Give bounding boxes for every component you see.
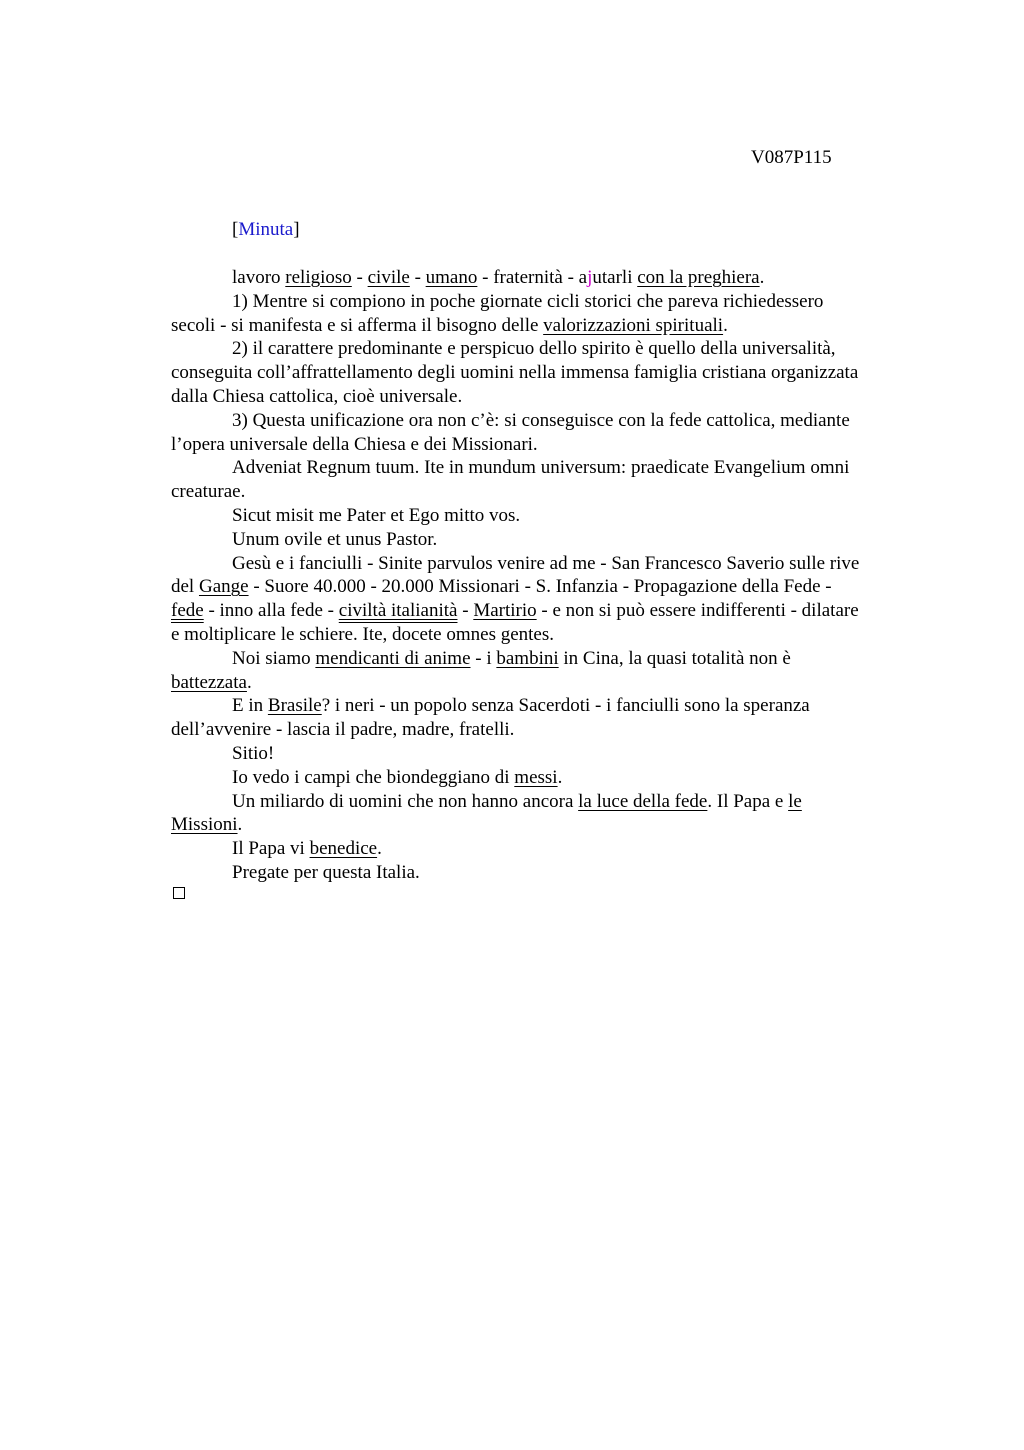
paragraph-9	[171, 647, 931, 695]
paragraph-15: Pregate per questa Italia.	[232, 861, 420, 883]
text-span: -	[351, 267, 368, 288]
text-span: - Suore 40.000 - 20.000 Missionari - S. Infanzia - Propagazione della Fede -	[248, 576, 832, 598]
text-span: - i	[470, 647, 497, 669]
paragraph-10	[171, 694, 931, 742]
minuta-label: Minuta	[238, 219, 294, 240]
end-square-icon	[173, 887, 185, 899]
paragraph-4	[171, 409, 931, 457]
text-line: Gesù e i fanciulli - Sinite parvulos venire ad me - San Francesco Saverio sulle rive	[232, 552, 860, 574]
text-span: secoli - si manifesta e si afferma il bisogno delle	[171, 314, 544, 336]
text-line: dalla Chiesa cattolica, cioè universale.	[171, 385, 463, 407]
text-span: .	[557, 766, 563, 788]
paragraph-3	[171, 337, 931, 408]
double-underlined-text: fede	[171, 600, 204, 622]
underlined-text: con la preghiera	[637, 267, 760, 288]
paragraph-8	[171, 552, 931, 647]
paragraph-13	[171, 790, 931, 838]
text-span: .	[723, 314, 728, 336]
text-span: - e non si può essere indifferenti - dilatare	[536, 600, 859, 622]
text-span: del	[171, 576, 199, 598]
text-line: e moltiplicare le schiere. Ite, docete omnes gentes.	[171, 623, 555, 645]
text-span: .	[759, 267, 765, 288]
paragraph-6: Sicut misit me Pater et Ego mitto vos.	[232, 504, 521, 526]
paragraph-12	[171, 766, 931, 790]
paragraph-7: Unum ovile et unus Pastor.	[232, 528, 438, 550]
highlighted-letter: j	[587, 267, 593, 288]
underlined-text: religioso	[285, 267, 352, 288]
underlined-text: messi	[514, 766, 558, 788]
paragraph-1	[171, 266, 931, 290]
text-line: Adveniat Regnum tuum. Ite in mundum universum: praedicate Evangelium omni	[232, 457, 850, 479]
text-span: lavoro	[232, 267, 286, 288]
bracket-open: [	[232, 219, 239, 240]
paragraph-14	[171, 837, 931, 861]
text-span: in Cina, la quasi totalità non è	[558, 647, 791, 669]
paragraph-11: Sitio!	[232, 742, 275, 764]
underlined-text: umano	[425, 267, 478, 288]
underlined-text: la luce della fede	[578, 790, 708, 812]
document-body	[171, 266, 931, 885]
text-line: conseguita coll’affrattellamento degli uomini nella immensa famiglia cristiana organizzata	[171, 362, 859, 384]
text-line: 1) Mentre si compiono in poche giornate cicli storici che pareva richiedessero	[232, 290, 824, 312]
text-line: l’opera universale della Chiesa e dei Missionari.	[171, 433, 538, 455]
text-span: - inno alla fede -	[203, 600, 339, 622]
underlined-text: le	[788, 790, 802, 812]
underlined-text: mendicanti di anime	[315, 647, 471, 669]
text-span: Io vedo i campi che biondeggiano di	[232, 766, 515, 788]
text-span: utarli	[592, 267, 638, 288]
text-span: -	[457, 600, 474, 622]
minuta-heading	[232, 218, 300, 241]
text-line: dell’avvenire - lascia il padre, madre, fratelli.	[171, 719, 515, 741]
text-span: -	[409, 267, 426, 288]
text-span: Un miliardo di uomini che non hanno ancora	[232, 790, 579, 812]
text-span: .	[237, 814, 243, 836]
underlined-text: Gange	[198, 576, 249, 598]
text-span: Il Papa vi	[232, 838, 310, 860]
underlined-text: bambini	[496, 647, 559, 669]
underlined-text: civile	[367, 267, 410, 288]
text-span: ? i neri - un popolo senza Sacerdoti - i fanciulli sono la speranza	[321, 695, 810, 717]
document-reference: V087P115	[751, 147, 832, 168]
underlined-text: battezzata	[171, 671, 247, 693]
text-span: Noi siamo	[232, 647, 316, 669]
text-line: 3) Questa unificazione ora non c’è: si conseguisce con la fede cattolica, mediante	[232, 409, 850, 431]
text-span: .	[246, 671, 252, 693]
underlined-text: benedice	[309, 838, 378, 860]
text-line: 2) il carattere predominante e perspicuo dello spirito è quello della universalità,	[232, 338, 836, 360]
paragraph-2	[171, 290, 931, 338]
text-span: - fraternità - a	[477, 267, 588, 288]
underlined-text: Missioni	[171, 814, 238, 836]
underlined-text: Brasile	[267, 695, 322, 717]
text-span: E in	[232, 695, 268, 717]
text-span: .	[377, 838, 382, 860]
text-span: . Il Papa e	[707, 790, 789, 812]
double-underlined-text: civiltà italianità	[338, 600, 458, 622]
underlined-text: valorizzazioni spirituali	[543, 314, 724, 336]
text-line: creaturae.	[171, 481, 246, 503]
bracket-close: ]	[293, 219, 300, 240]
paragraph-5	[171, 456, 931, 504]
underlined-text: Martirio	[473, 600, 537, 622]
